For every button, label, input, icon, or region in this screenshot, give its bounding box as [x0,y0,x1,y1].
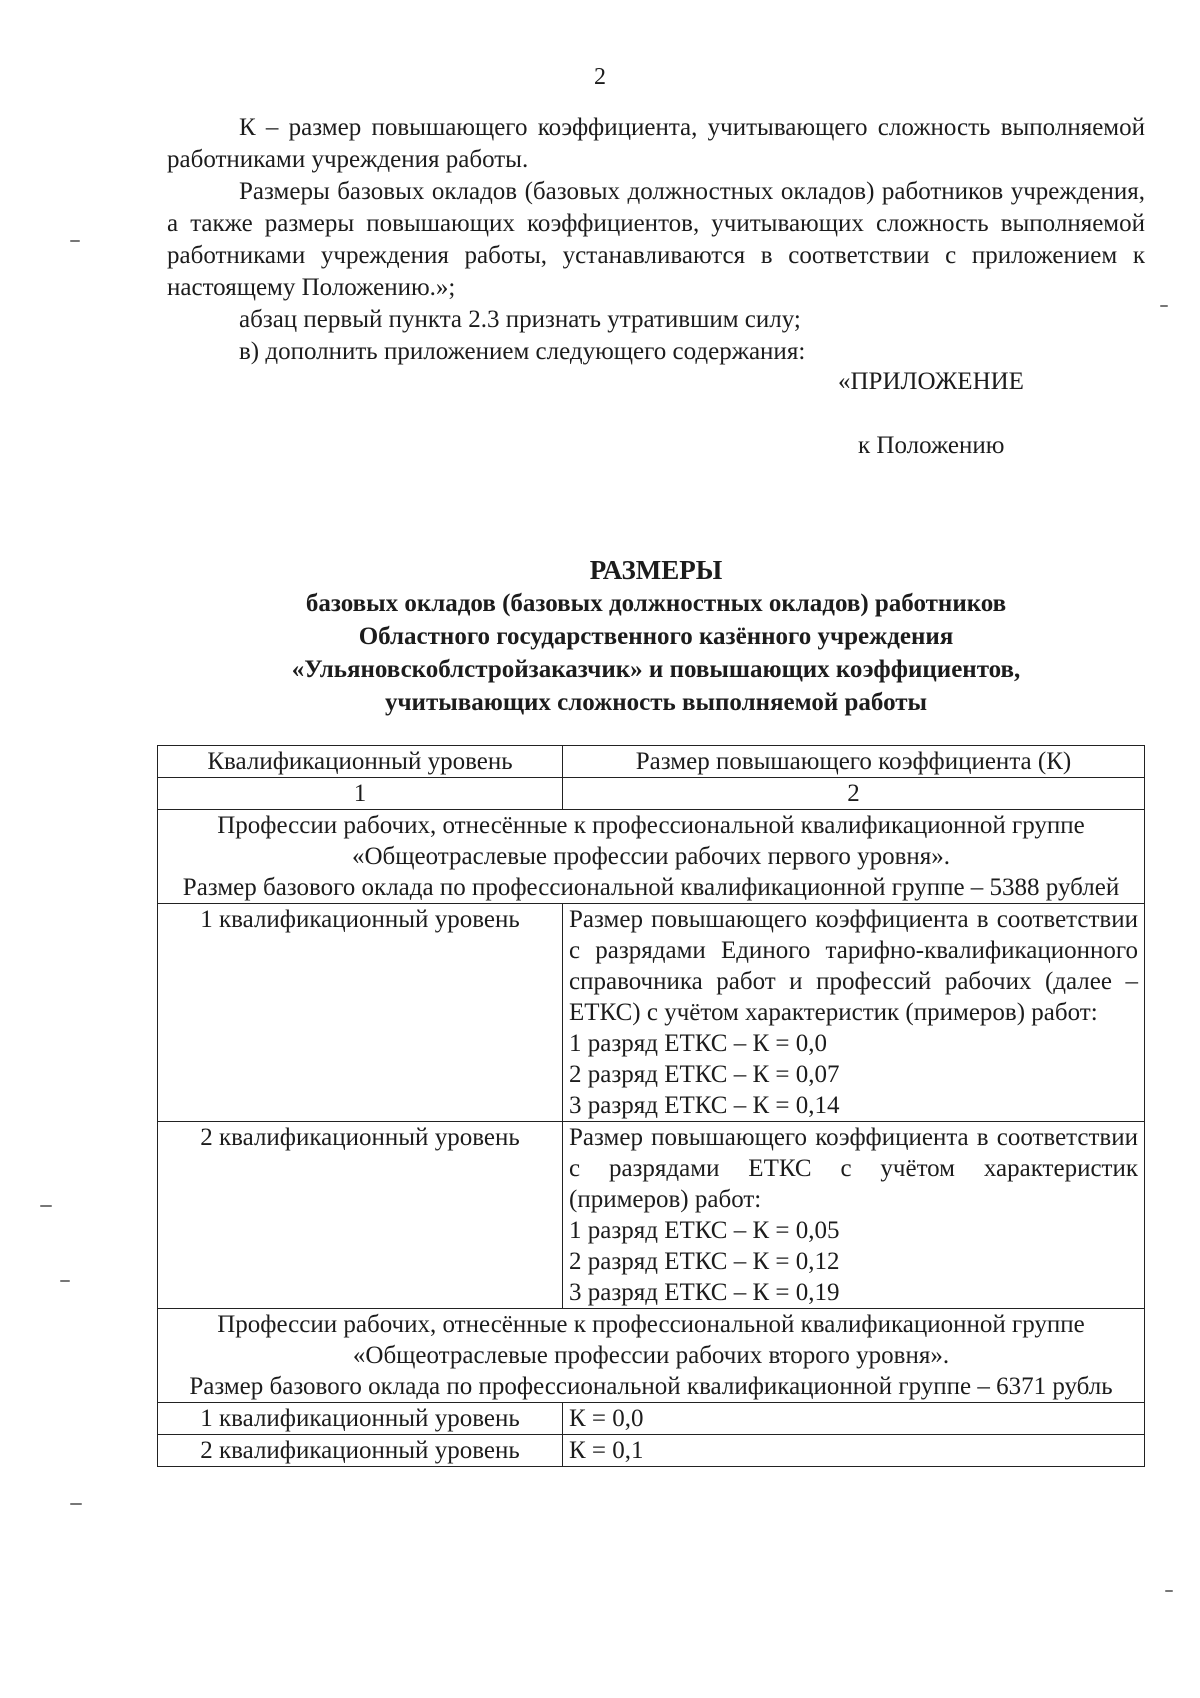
coefficient-item: 3 разряд ЕТКС – К = 0,14 [569,1092,840,1119]
coefficient-item: 3 разряд ЕТКС – К = 0,19 [569,1279,840,1306]
table-row [158,1122,1145,1309]
body-text [167,112,1145,368]
table-header-row [158,746,1145,778]
scan-speck [60,1280,70,1282]
table-header-coefficient: Размер повышающего коэффициента (К) [563,746,1145,778]
heading-line: базовых окладов (базовых должностных окладов) работников [305,590,1007,617]
coefficient-text: Размер повышающего коэффициента в соответствии с разрядами Единого тарифно-квалификационного справочника работ и профессий рабочих (далее – ЕТКС) с учётом характеристик (примеров) работ: [569,906,1138,1026]
column-number-row [158,778,1145,810]
coefficient-text: Размер повышающего коэффициента в соответствии с разрядами ЕТКС с учётом характеристик (примеров) работ: [569,1124,1138,1213]
level-cell: 2 квалификационный уровень [158,1435,563,1467]
coefficient-item: 2 разряд ЕТКС – К = 0,12 [569,1248,840,1275]
coefficient-item: 2 разряд ЕТКС – К = 0,07 [569,1061,840,1088]
group-cell [158,1309,1145,1403]
heading-line: учитывающих сложность выполняемой работы [384,689,928,716]
level-cell: 1 квалификационный уровень [158,904,563,1122]
heading-title: РАЗМЕРЫ [589,555,723,585]
group-title: Профессии рабочих, отнесённые к профессиональной квалификационной группе «Общеотраслевые профессии рабочих первого уровня». [217,812,1085,870]
table-header-level: Квалификационный уровень [158,746,563,778]
scan-speck [70,1503,82,1505]
level-cell: 1 квалификационный уровень [158,1403,563,1435]
group-salary: Размер базового оклада по профессиональной квалификационной группе – 6371 рубль [189,1373,1113,1400]
table-row [158,1435,1145,1467]
coefficient-item: 1 разряд ЕТКС – К = 0,05 [569,1217,840,1244]
paragraph: К – размер повышающего коэффициента, учитывающего сложность выполняемой работниками учреждения работы. [167,114,1145,173]
paragraph: абзац первый пункта 2.3 признать утратившим силу; [239,306,801,333]
paragraph: в) дополнить приложением следующего содержания: [239,338,806,365]
page-number: 2 [594,64,606,90]
group-salary: Размер базового оклада по профессиональной квалификационной группе – 5388 рублей [182,874,1120,901]
annex-label: «ПРИЛОЖЕНИЕ [838,368,1024,395]
scan-speck [1165,1590,1173,1592]
column-number: 1 [158,778,563,810]
table-row [158,1403,1145,1435]
coefficient-item: 1 разряд ЕТКС – К = 0,0 [569,1030,827,1057]
annex-subtitle: к Положению [858,432,1005,459]
group-cell [158,810,1145,904]
coefficient-cell: К = 0,0 [563,1403,1145,1435]
coefficient-cell [563,904,1145,1122]
column-number: 2 [563,778,1145,810]
coefficient-cell: К = 0,1 [563,1435,1145,1467]
level-cell: 2 квалификационный уровень [158,1122,563,1309]
scan-speck [70,240,80,242]
scan-speck [40,1205,52,1207]
group-row [158,810,1145,904]
coefficient-cell [563,1122,1145,1309]
heading-line: «Ульяновскоблстройзаказчик» и повышающих коэффициентов, [291,656,1021,683]
heading-line: Областного государственного казённого учреждения [358,623,954,650]
paragraph: Размеры базовых окладов (базовых должностных окладов) работников учреждения, а также размеры повышающих коэффициентов, учитывающих сложность выполняемой работниками учреждения работы, устанавливаются в соответствии с приложением к настоящему Положению.»; [167,178,1145,301]
scan-speck [1160,305,1168,307]
group-title: Профессии рабочих, отнесённые к профессиональной квалификационной группе «Общеотраслевые профессии рабочих второго уровня». [217,1311,1085,1369]
coefficients-table [157,745,1145,1467]
document-heading [167,554,1145,719]
table-row [158,904,1145,1122]
group-row [158,1309,1145,1403]
